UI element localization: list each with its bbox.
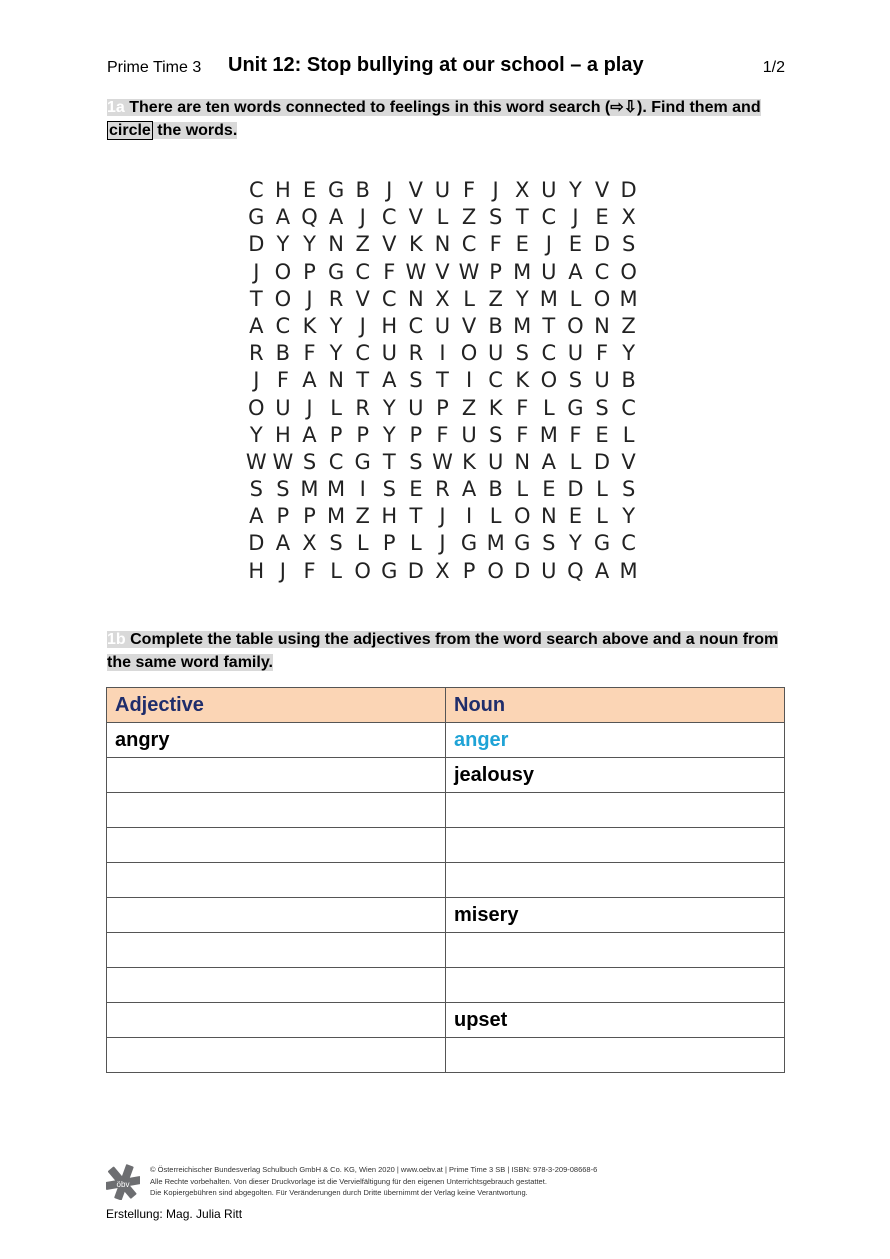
grid-letter[interactable]: L (569, 449, 582, 474)
grid-letter[interactable]: R (408, 341, 424, 366)
grid-letter[interactable]: K (462, 449, 476, 474)
grid-letter[interactable]: O (354, 558, 371, 583)
grid-letter[interactable]: D (620, 178, 637, 202)
grid-letter[interactable]: N (328, 232, 344, 257)
table-header-row (107, 688, 785, 723)
noun-cell[interactable] (446, 1038, 785, 1073)
adjective-cell[interactable] (107, 1038, 446, 1073)
series-name: Prime Time 3 (107, 59, 202, 76)
grid-letter[interactable]: V (621, 449, 636, 474)
grid-letter[interactable]: P (436, 395, 449, 420)
grid-letter[interactable]: X (515, 178, 530, 202)
grid-letter[interactable]: M (619, 558, 638, 583)
grid-letter[interactable]: G (327, 178, 345, 202)
noun-cell[interactable] (446, 793, 785, 828)
adjective-cell[interactable] (107, 863, 446, 898)
grid-letter[interactable]: Y (515, 286, 529, 311)
grid-letter[interactable]: F (436, 422, 449, 447)
grid-row (243, 558, 643, 585)
author-credit: Erstellung: Mag. Julia Ritt (106, 1207, 243, 1221)
grid-letter[interactable]: U (381, 341, 397, 366)
grid-letter[interactable]: W (458, 259, 480, 284)
grid-letter[interactable]: S (302, 449, 317, 474)
grid-letter[interactable]: C (594, 259, 610, 284)
grid-letter[interactable]: O (593, 286, 611, 311)
grid-letter[interactable]: U (567, 341, 584, 366)
grid-letter[interactable]: J (359, 205, 366, 230)
grid-letter[interactable]: V (594, 178, 610, 202)
grid-letter[interactable]: F (569, 422, 582, 447)
grid-letter[interactable]: X (435, 286, 450, 311)
grid-letter[interactable]: F (463, 178, 476, 202)
grid-letter[interactable]: Z (461, 395, 477, 420)
grid-letter[interactable]: D (248, 531, 265, 556)
grid-letter[interactable]: N (328, 368, 344, 393)
grid-letter[interactable]: B (275, 341, 291, 366)
grid-letter[interactable]: S (382, 477, 396, 502)
grid-letter[interactable]: O (540, 368, 558, 393)
grid-letter[interactable]: Y (329, 313, 343, 338)
grid-letter[interactable]: U (408, 395, 424, 420)
grid-row (243, 313, 643, 340)
grid-letter[interactable]: O (274, 259, 292, 284)
grid-letter[interactable]: E (595, 205, 609, 230)
column-header-adjective: Adjective (107, 688, 446, 723)
grid-letter[interactable]: T (436, 368, 449, 393)
grid-letter[interactable]: A (275, 531, 291, 556)
grid-letter[interactable]: Y (569, 178, 582, 202)
grid-letter[interactable]: F (303, 558, 316, 583)
grid-letter[interactable]: L (330, 558, 342, 583)
grid-letter[interactable]: U (434, 313, 451, 338)
grid-letter[interactable]: M (300, 477, 319, 502)
grid-letter[interactable]: Z (355, 232, 370, 257)
grid-row (243, 503, 643, 530)
table-row (107, 898, 785, 933)
grid-letter[interactable]: U (594, 368, 610, 393)
grid-letter[interactable]: P (303, 259, 316, 284)
grid-letter[interactable]: S (595, 395, 609, 420)
grid-letter[interactable]: G (567, 395, 584, 420)
grid-letter[interactable]: L (596, 504, 608, 529)
grid-letter[interactable]: Q (567, 558, 584, 583)
grid-letter[interactable]: D (593, 232, 611, 257)
noun-cell[interactable]: upset (446, 1003, 785, 1038)
grid-letter[interactable]: G (327, 259, 345, 284)
grid-letter[interactable]: Z (621, 313, 636, 338)
grid-letter[interactable]: A (249, 504, 264, 529)
grid-letter[interactable]: G (381, 558, 398, 583)
task-text: Complete the table using the adjectives from the word search above and a noun from the same word family. (107, 631, 779, 671)
grid-letter[interactable]: A (541, 449, 557, 474)
grid-letter[interactable]: Y (622, 504, 636, 529)
grid-letter[interactable]: B (488, 313, 503, 338)
page-title: Unit 12: Stop bullying at our school – a play (228, 54, 644, 76)
grid-letter[interactable]: L (569, 286, 582, 311)
word-family-table (106, 687, 785, 1073)
grid-letter[interactable]: I (439, 341, 446, 366)
noun-cell[interactable] (446, 933, 785, 968)
grid-letter[interactable]: G (354, 449, 371, 474)
column-header-noun: Noun (446, 688, 785, 723)
grid-letter[interactable]: C (621, 531, 636, 556)
grid-letter[interactable]: U (487, 341, 504, 366)
grid-letter[interactable]: P (489, 259, 502, 284)
table-row (107, 933, 785, 968)
grid-letter[interactable]: C (541, 341, 557, 366)
grid-letter[interactable]: B (621, 368, 636, 393)
grid-letter[interactable]: S (409, 368, 423, 393)
grid-letter[interactable]: J (253, 259, 260, 284)
grid-letter[interactable]: T (515, 205, 529, 230)
grid-letter[interactable]: N (594, 313, 610, 338)
grid-letter[interactable]: E (568, 504, 583, 529)
grid-letter[interactable]: H (274, 422, 291, 447)
grid-letter[interactable]: Q (301, 205, 318, 230)
grid-row (243, 286, 643, 313)
table-row (107, 793, 785, 828)
grid-letter[interactable]: S (488, 422, 503, 447)
grid-letter[interactable]: C (408, 313, 424, 338)
grid-letter[interactable]: Y (622, 341, 636, 366)
grid-letter[interactable]: E (302, 178, 317, 202)
table-row (107, 1003, 785, 1038)
grid-letter[interactable]: S (409, 449, 423, 474)
grid-letter[interactable]: K (488, 395, 503, 420)
grid-letter[interactable]: P (276, 504, 290, 529)
grid-letter[interactable]: B (488, 477, 503, 502)
grid-letter[interactable]: S (276, 477, 290, 502)
noun-cell[interactable] (446, 828, 785, 863)
grid-letter[interactable]: V (408, 178, 424, 202)
grid-letter[interactable]: W (245, 449, 267, 474)
noun-cell[interactable] (446, 863, 785, 898)
grid-letter[interactable]: F (276, 368, 289, 393)
page-number: 1/2 (762, 59, 785, 76)
grid-letter[interactable]: S (515, 341, 529, 366)
grid-row (243, 476, 643, 503)
grid-letter[interactable]: H (248, 558, 265, 583)
word-search-grid (243, 177, 643, 585)
grid-letter[interactable]: L (542, 395, 555, 420)
adjective-cell[interactable] (107, 933, 446, 968)
grid-letter[interactable]: X (621, 205, 636, 230)
grid-letter[interactable]: R (435, 477, 450, 502)
grid-letter[interactable]: M (513, 259, 532, 284)
grid-letter[interactable]: E (542, 477, 556, 502)
adjective-cell[interactable] (107, 968, 446, 1003)
grid-letter[interactable]: J (439, 504, 446, 529)
grid-letter[interactable]: O (274, 286, 292, 311)
grid-letter[interactable]: O (567, 313, 584, 338)
grid-letter[interactable]: J (306, 395, 313, 420)
grid-letter[interactable]: S (621, 232, 636, 257)
table-row (107, 723, 785, 758)
grid-letter[interactable]: Z (355, 504, 370, 529)
grid-row (243, 530, 643, 557)
adjective-cell[interactable] (107, 1003, 446, 1038)
grid-letter[interactable]: C (355, 259, 370, 284)
grid-letter[interactable]: V (408, 205, 424, 230)
grid-letter[interactable]: Y (569, 531, 582, 556)
grid-letter[interactable]: J (439, 531, 446, 556)
grid-letter[interactable]: A (302, 422, 317, 447)
adjective-cell[interactable] (107, 758, 446, 793)
grid-letter[interactable]: T (249, 286, 263, 311)
grid-letter[interactable]: C (248, 178, 264, 202)
grid-letter[interactable]: Y (303, 232, 316, 257)
grid-row (243, 231, 643, 258)
grid-letter[interactable]: T (542, 313, 556, 338)
grid-letter[interactable]: F (516, 422, 529, 447)
task-1a-instruction (107, 96, 787, 142)
grid-letter[interactable]: I (465, 504, 473, 529)
grid-letter[interactable]: U (461, 422, 477, 447)
grid-letter[interactable]: J (306, 286, 313, 311)
grid-letter[interactable]: N (408, 286, 424, 311)
grid-letter[interactable]: H (381, 313, 398, 338)
grid-letter[interactable]: A (382, 368, 397, 393)
grid-letter[interactable]: M (486, 531, 505, 556)
grid-letter[interactable]: E (568, 232, 583, 257)
grid-letter[interactable]: T (356, 368, 370, 393)
grid-letter[interactable]: P (303, 504, 316, 529)
grid-letter[interactable]: C (461, 232, 477, 257)
grid-letter[interactable]: I (359, 477, 366, 502)
grid-letter[interactable]: M (539, 286, 558, 311)
grid-letter[interactable]: V (461, 313, 477, 338)
table-row (107, 863, 785, 898)
grid-letter[interactable]: V (435, 259, 450, 284)
grid-letter[interactable]: N (514, 449, 531, 474)
grid-letter[interactable]: T (409, 504, 423, 529)
grid-letter[interactable]: J (545, 232, 552, 257)
grid-letter[interactable]: A (594, 558, 610, 583)
task-1b-instruction (107, 628, 787, 674)
noun-cell[interactable]: anger (446, 723, 785, 758)
grid-letter[interactable]: W (432, 449, 453, 474)
grid-letter[interactable]: V (355, 286, 370, 311)
grid-letter[interactable]: R (249, 341, 264, 366)
grid-letter[interactable]: Y (329, 341, 343, 366)
task-text: There are ten words connected to feelings in this word search (⇨⇩). Find them and (124, 99, 761, 116)
grid-row (243, 259, 643, 286)
grid-letter[interactable]: X (435, 558, 450, 583)
grid-letter[interactable]: F (383, 259, 396, 284)
grid-letter[interactable]: M (513, 313, 532, 338)
adjective-cell[interactable]: angry (107, 723, 446, 758)
grid-letter[interactable]: G (593, 531, 611, 556)
adjective-cell[interactable] (107, 898, 446, 933)
grid-letter[interactable]: S (249, 477, 263, 502)
legal-line: Alle Rechte vorbehalten. Von dieser Druckvorlage ist die Vervielfältigung für den eigenen Unterrichtsgebrauch gestattet. (150, 1176, 547, 1186)
grid-letter[interactable]: G (460, 531, 478, 556)
grid-letter[interactable]: M (327, 477, 346, 502)
grid-letter[interactable]: A (302, 368, 317, 393)
table-row (107, 1038, 785, 1073)
grid-letter[interactable]: B (355, 178, 370, 202)
grid-letter[interactable]: S (568, 368, 583, 393)
grid-letter[interactable]: L (356, 531, 369, 556)
adjective-cell[interactable] (107, 828, 446, 863)
grid-letter[interactable]: Z (488, 286, 503, 311)
grid-letter[interactable]: A (328, 205, 344, 230)
grid-letter[interactable]: L (436, 205, 449, 230)
grid-letter[interactable]: P (329, 422, 343, 447)
grid-letter[interactable]: S (542, 531, 556, 556)
grid-letter[interactable]: O (460, 341, 478, 366)
grid-letter[interactable]: W (405, 259, 427, 284)
grid-letter[interactable]: S (488, 205, 503, 230)
grid-letter[interactable]: U (541, 178, 557, 202)
legal-notice (150, 1164, 597, 1199)
grid-letter[interactable]: F (303, 341, 316, 366)
grid-letter[interactable]: D (567, 477, 584, 502)
grid-letter[interactable]: L (330, 395, 342, 420)
grid-letter[interactable]: X (302, 531, 317, 556)
grid-letter[interactable]: G (248, 205, 265, 230)
grid-row (243, 395, 643, 422)
grid-letter[interactable]: D (593, 449, 611, 474)
grid-row (243, 204, 643, 231)
grid-letter[interactable]: K (408, 232, 423, 257)
grid-letter[interactable]: O (620, 259, 637, 284)
grid-letter[interactable]: V (382, 232, 397, 257)
grid-letter[interactable]: A (568, 259, 583, 284)
boxed-word: circle (109, 122, 151, 139)
grid-letter[interactable]: A (461, 477, 477, 502)
grid-letter[interactable]: Y (276, 232, 290, 257)
grid-letter[interactable]: F (516, 395, 529, 420)
grid-letter[interactable]: T (382, 449, 396, 474)
legal-line: © Österreichischer Bundesverlag Schulbuch GmbH & Co. KG, Wien 2020 | www.oebv.at | Prime Time 3 SB | ISBN: 978-3-209-08668-6 (150, 1165, 598, 1174)
grid-letter[interactable]: I (465, 368, 473, 393)
grid-row (243, 449, 643, 476)
grid-letter[interactable]: E (409, 477, 423, 502)
legal-line: Die Kopiergebühren sind abgegolten. Für Veränderungen durch Dritte übernimmt der Verlag keine Verantwortung. (150, 1188, 528, 1197)
grid-letter[interactable]: U (487, 449, 504, 474)
grid-letter[interactable]: D (514, 558, 531, 583)
grid-letter[interactable]: P (382, 531, 396, 556)
grid-letter[interactable]: D (248, 232, 265, 257)
grid-letter[interactable]: J (386, 178, 393, 202)
grid-letter[interactable]: S (329, 531, 343, 556)
grid-letter[interactable]: P (409, 422, 423, 447)
grid-row (243, 177, 643, 204)
grid-letter[interactable]: A (275, 205, 291, 230)
grid-letter[interactable]: U (541, 259, 557, 284)
grid-letter[interactable]: R (355, 395, 370, 420)
grid-letter[interactable]: N (434, 232, 451, 257)
grid-row (243, 340, 643, 367)
grid-letter[interactable]: L (489, 504, 502, 529)
grid-letter[interactable]: C (621, 395, 636, 420)
grid-letter[interactable]: J (279, 558, 286, 583)
task-number: 1a (107, 99, 125, 116)
grid-letter[interactable]: U (275, 395, 291, 420)
logo-text: öbv (116, 1180, 130, 1189)
grid-letter[interactable]: C (355, 341, 370, 366)
grid-letter[interactable]: Y (382, 422, 396, 447)
grid-letter[interactable]: E (515, 232, 529, 257)
noun-cell[interactable]: jealousy (446, 758, 785, 793)
grid-letter[interactable]: C (541, 205, 557, 230)
grid-row (243, 367, 643, 394)
grid-letter[interactable]: C (381, 286, 397, 311)
grid-letter[interactable]: E (595, 422, 609, 447)
page-header (107, 54, 785, 84)
grid-letter[interactable]: W (272, 449, 294, 474)
grid-letter[interactable]: J (572, 205, 579, 230)
grid-letter[interactable]: L (596, 477, 608, 502)
grid-letter[interactable]: J (492, 178, 499, 202)
grid-letter[interactable]: O (487, 558, 504, 583)
noun-cell[interactable] (446, 968, 785, 1003)
grid-letter[interactable]: A (249, 313, 264, 338)
grid-letter[interactable]: Y (382, 395, 396, 420)
grid-letter[interactable]: F (595, 341, 609, 366)
grid-letter[interactable]: O (513, 504, 531, 529)
grid-letter[interactable]: U (434, 178, 451, 202)
grid-letter[interactable]: K (302, 313, 317, 338)
table-row (107, 968, 785, 1003)
grid-letter[interactable]: S (621, 477, 636, 502)
grid-letter[interactable]: L (463, 286, 475, 311)
noun-cell[interactable]: misery (446, 898, 785, 933)
grid-letter[interactable]: M (539, 422, 558, 447)
grid-letter[interactable]: H (381, 504, 398, 529)
grid-letter[interactable]: G (514, 531, 531, 556)
grid-row (243, 422, 643, 449)
grid-letter[interactable]: L (516, 477, 529, 502)
grid-letter[interactable]: D (407, 558, 424, 583)
grid-letter[interactable]: K (515, 368, 530, 393)
grid-letter[interactable]: R (328, 286, 344, 311)
grid-letter[interactable]: P (356, 422, 369, 447)
table-row (107, 758, 785, 793)
task-number: 1b (107, 631, 126, 648)
grid-letter[interactable]: F (489, 232, 502, 257)
grid-letter[interactable]: J (359, 313, 366, 338)
grid-letter[interactable]: M (327, 504, 346, 529)
grid-letter[interactable]: L (410, 531, 422, 556)
oebv-logo-icon (106, 1164, 140, 1200)
grid-letter[interactable]: J (253, 368, 260, 393)
task-text-end: the words. (152, 122, 238, 139)
grid-letter[interactable]: L (622, 422, 635, 447)
grid-letter[interactable]: Z (461, 205, 477, 230)
grid-letter[interactable]: H (274, 178, 291, 202)
grid-letter[interactable]: N (540, 504, 557, 529)
grid-letter[interactable]: O (248, 395, 265, 420)
grid-letter[interactable]: P (462, 558, 476, 583)
adjective-cell[interactable] (107, 793, 446, 828)
grid-letter[interactable]: C (328, 449, 344, 474)
grid-letter[interactable]: C (381, 205, 397, 230)
grid-letter[interactable]: M (619, 286, 638, 311)
table-row (107, 828, 785, 863)
grid-letter[interactable]: C (488, 368, 503, 393)
grid-letter[interactable]: U (541, 558, 557, 583)
grid-letter[interactable]: C (275, 313, 291, 338)
grid-letter[interactable]: Y (249, 422, 263, 447)
